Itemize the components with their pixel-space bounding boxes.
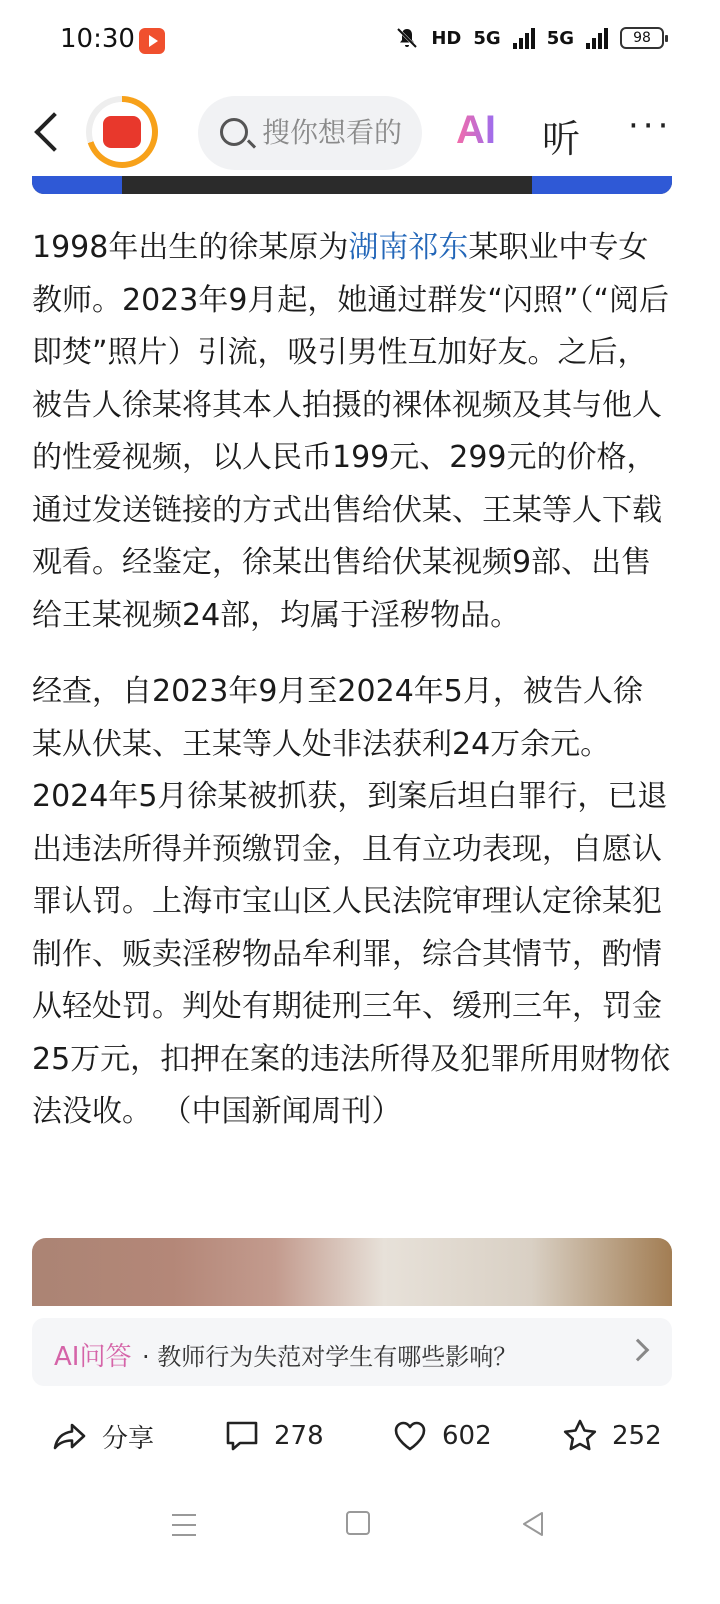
status-bar	[0, 0, 720, 80]
publisher-avatar[interactable]	[86, 96, 158, 168]
network-5g-label: 5G	[473, 27, 501, 49]
article-paragraph-1	[32, 222, 672, 642]
mute-bell-icon	[395, 26, 419, 50]
paragraph-1-text-start: 1998年出生的徐某原为	[32, 230, 349, 265]
signal-icon	[513, 27, 535, 49]
article-image-bottom[interactable]	[32, 1238, 672, 1306]
ai-qa-bar[interactable]	[32, 1318, 672, 1386]
like-button[interactable]	[392, 1412, 492, 1460]
search-box[interactable]	[198, 96, 422, 170]
more-options-button[interactable]: ···	[628, 106, 673, 146]
menu-icon[interactable]	[172, 1514, 196, 1536]
article-image-top[interactable]	[32, 176, 672, 194]
favorite-button[interactable]	[562, 1412, 662, 1460]
battery-icon: 98	[620, 27, 664, 49]
ai-qa-question: · 教师行为失范对学生有哪些影响？	[142, 1343, 518, 1371]
home-icon[interactable]	[346, 1511, 370, 1535]
star-icon	[562, 1418, 598, 1454]
video-app-notification-icon	[139, 28, 165, 54]
ai-button[interactable]: AI	[456, 108, 496, 152]
network-5g-label-2: 5G	[546, 27, 574, 49]
search-input[interactable]	[262, 116, 412, 149]
listen-button[interactable]: 听	[542, 117, 581, 161]
status-icons	[395, 26, 664, 50]
article-paragraph-2: 经查，自2023年9月至2024年5月，被告人徐某从伏某、王某等人处非法获利24万余元。2024年5月徐某被抓获，到案后坦白罪行，已退出违法所得并预缴罚金，且有立功表现，自愿认罪认罚。上海市宝山区人民法院审理认定徐某犯制作、贩卖淫秽物品牟利罪，综合其情节，酌情从轻处罚。判处有期徒刑三年、缓刑三年，罚金25万元，扣押在案的违法所得及犯罪所用财物依法没收。 （中国新闻周刊）	[32, 674, 671, 1129]
comment-icon	[224, 1418, 260, 1454]
back-button[interactable]	[30, 108, 66, 158]
comment-button[interactable]	[224, 1412, 324, 1460]
share-label: 分享	[102, 1423, 155, 1454]
hd-icon: HD	[431, 27, 462, 49]
favorite-count: 252	[612, 1421, 662, 1451]
search-icon	[220, 118, 248, 146]
like-count: 602	[442, 1421, 492, 1451]
location-link[interactable]: 湖南祁东	[348, 230, 469, 265]
comment-count: 278	[274, 1421, 324, 1451]
ai-qa-tag: AI问答	[54, 1342, 132, 1372]
status-time: 10:30	[60, 24, 135, 54]
heart-icon	[392, 1418, 428, 1454]
chevron-right-icon	[627, 1339, 650, 1362]
share-icon	[52, 1418, 88, 1454]
top-header	[0, 90, 720, 176]
action-bar	[0, 1404, 720, 1468]
article-body	[32, 222, 672, 1163]
share-button[interactable]	[52, 1412, 154, 1460]
signal-icon-2	[586, 27, 608, 49]
paragraph-1-text-end: 某职业中专女教师。2023年9月起，她通过群发“闪照”（“阅后即焚”照片）引流，吸引男性互加好友。之后，被告人徐某将其本人拍摄的裸体视频及其与他人的性爱视频，以人民币199元、299元的价格，通过发送链接的方式出售给伏某、王某等人下载观看。经鉴定，徐某出售给伏某视频9部、出售给王某视频24部，均属于淫秽物品。	[32, 230, 670, 633]
system-nav-bar	[0, 1496, 720, 1556]
